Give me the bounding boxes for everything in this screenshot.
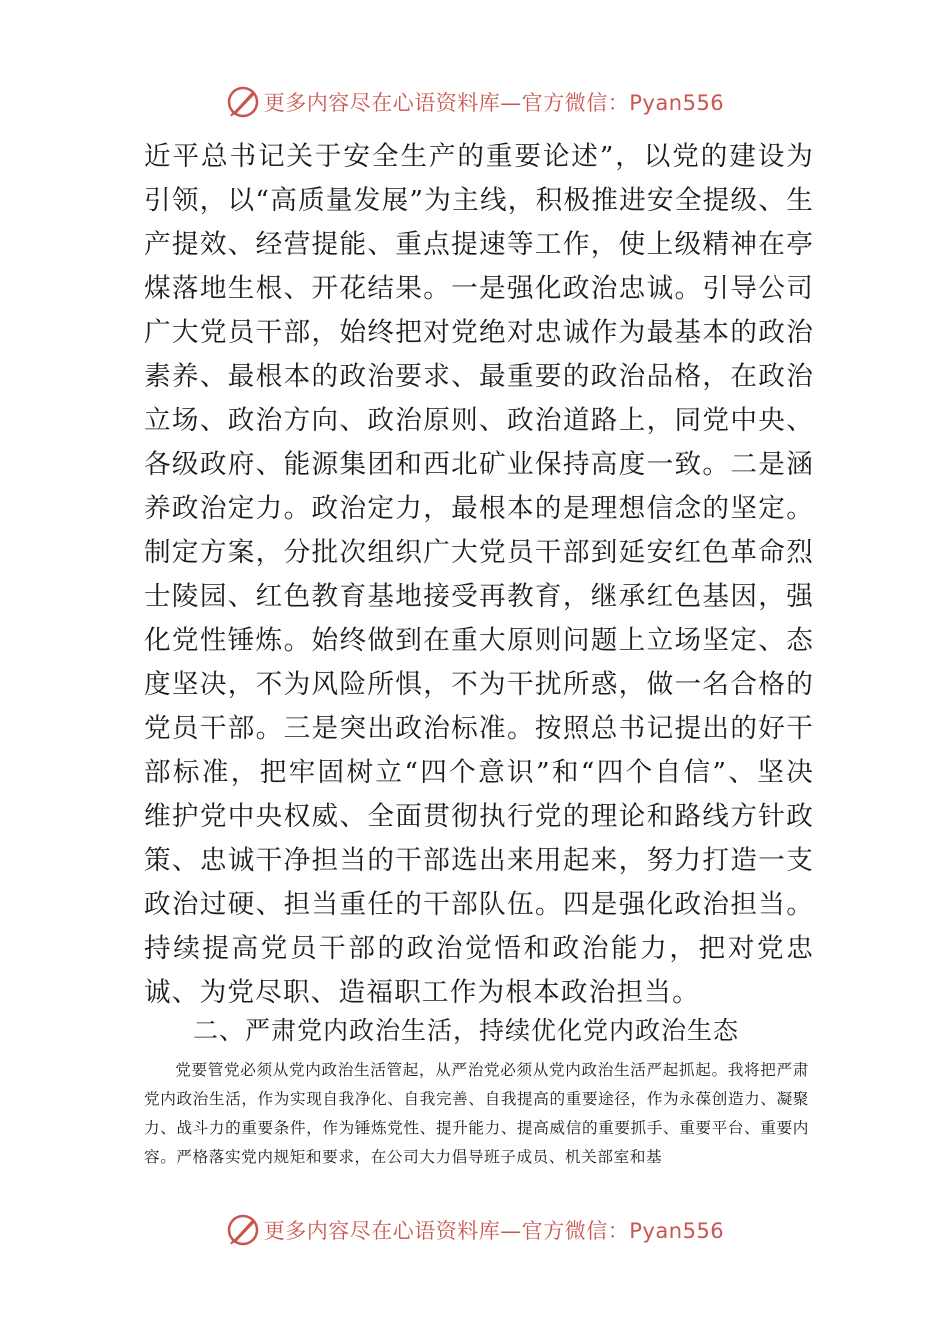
- body-paragraph: 近平总书记关于安全生产的重要论述”，以党的建设为引领，以“高质量发展”为主线，积极推进安全提级、生产提效、经营提能、重点提速等工作，使上级精神在亭煤落地生根、开花结果。一是强化政治忠诚。引导公司广大党员干部，始终把对党绝对忠诚作为最基本的政治素养、最根本的政治要求、最重要的政治品格，在政治立场、政治方向、政治原则、政治道路上，同党中央、各级政府、能源集团和西北矿业保持高度一致。二是涵养政治定力。政治定力，最根本的是理想信念的坚定。制定方案，分批次组织广大党员干部到延安红色革命烈士陵园、红色教育基地接受再教育，继承红色基因，强化党性锤炼。始终做到在重大原则问题上立场坚定、态度坚决，不为风险所惧，不为干扰所惑，做一名合格的党员干部。三是突出政治标准。按照总书记提出的好干部标准，把牢固树立“四个意识”和“四个自信”、坚决维护党中央权威、全面贯彻执行党的理论和路线方针政策、忠诚干净担当的干部选出来用起来，努力打造一支政治过硬、担当重任的干部队伍。四是强化政治担当。持续提高党员干部的政治觉悟和政治能力，把对党忠诚、为党尽职、造福职工作为根本政治担当。: [144, 141, 814, 1008]
- quill-pen-logo-icon: [226, 85, 260, 119]
- header-banner-text: 更多内容尽在心语资料库—官方微信：Pyan556: [263, 91, 725, 115]
- quill-pen-logo-icon: [226, 1213, 260, 1247]
- section-heading: 二、严肃党内政治生活，持续优化党内政治生态: [193, 1016, 740, 1045]
- header-banner: [0, 82, 950, 122]
- footer-banner-text: 更多内容尽在心语资料库—官方微信：Pyan556: [263, 1219, 725, 1243]
- footer-banner: [0, 1210, 950, 1250]
- section-paragraph: 党要管党必须从党内政治生活管起，从严治党必须从党内政治生活严起抓起。我将把严肃党内政治生活，作为实现自我净化、自我完善、自我提高的重要途径，作为永葆创造力、凝聚力、战斗力的重要条件，作为锤炼党性、提升能力、提高威信的重要抓手、重要平台、重要内容。严格落实党内规矩和要求，在公司大力倡导班子成员、机关部室和基: [144, 1061, 809, 1166]
